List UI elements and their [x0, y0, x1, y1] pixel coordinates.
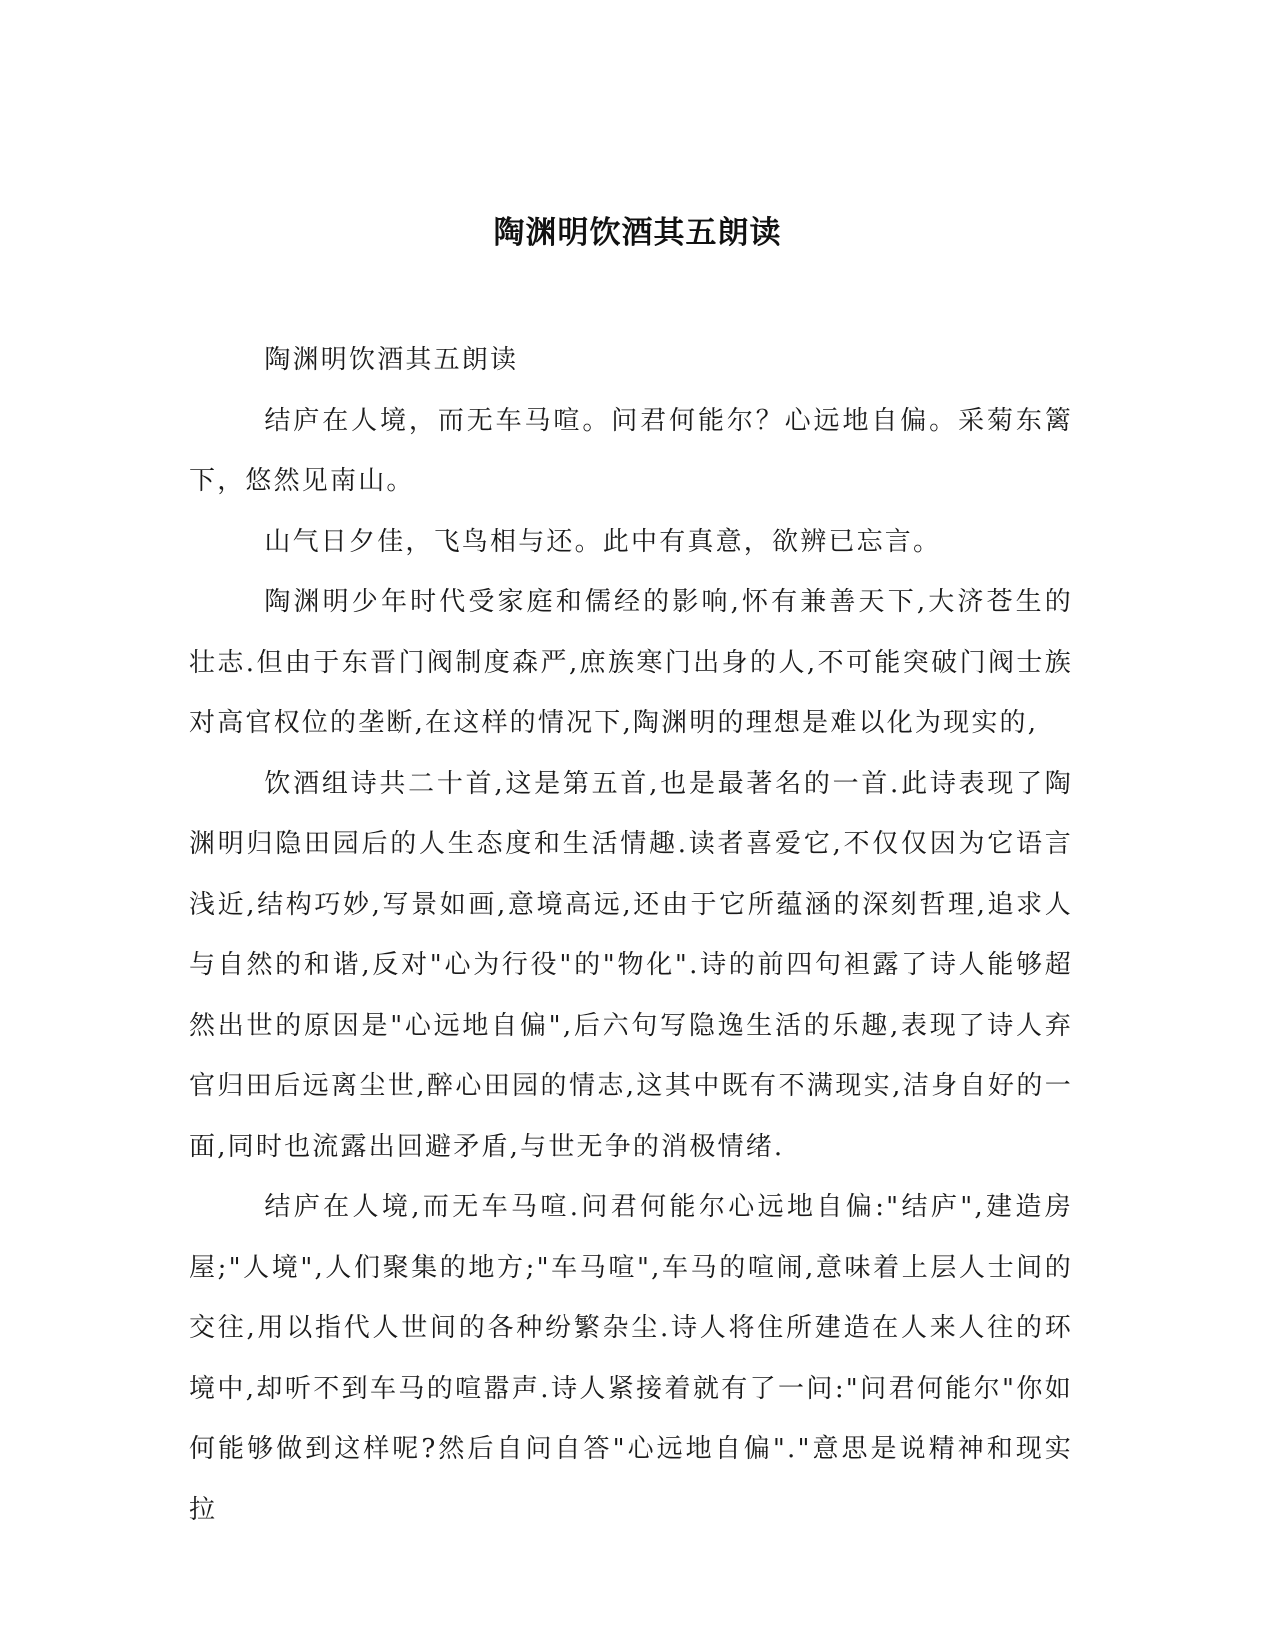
paragraph-line-explanation: 结庐在人境,而无车马喧.问君何能尔心远地自偏:"结庐",建造房屋;"人境",人们聚集的地方;"车马喧",车马的喧闹,意味着上层人士间的交往,用以指代人世间的各种纷繁杂尘.诗人将住所建造在人来人往的环境中,却听不到车马的喧嚣声.诗人紧接着就有了一问:"问君何能尔"你如何能够做到这样呢?然后自问自答"心远地自偏"."意思是说精神和现实拉	[189, 1192, 1073, 1525]
paragraph-heading: 陶渊明饮酒其五朗读	[264, 345, 519, 375]
paragraph-analysis: 饮酒组诗共二十首,这是第五首,也是最著名的一首.此诗表现了陶渊明归隐田园后的人生态度和生活情趣.读者喜爱它,不仅仅因为它语言浅近,结构巧妙,写景如画,意境高远,还由于它所蕴涵的深刻哲理,追求人与自然的和谐,反对"心为行役"的"物化".诗的前四句袒露了诗人能够超然出世的原因是"心远地自偏",后六句写隐逸生活的乐趣,表现了诗人弃官归田后远离尘世,醉心田园的情志,这其中既有不满现实,洁身自好的一面,同时也流露出回避矛盾,与世无争的消极情绪.	[189, 768, 1073, 1162]
paragraph-background: 陶渊明少年时代受家庭和儒经的影响,怀有兼善天下,大济苍生的壮志.但由于东晋门阀制度森严,庶族寒门出身的人,不可能突破门阀士族对高官权位的垄断,在这样的情况下,陶渊明的理想是难以化为现实的,	[189, 587, 1073, 738]
paragraph-poem-part-1: 结庐在人境，而无车马喧。问君何能尔？心远地自偏。采菊东篱下，悠然见南山。	[189, 405, 1073, 496]
paragraph-poem-part-2: 山气日夕佳，飞鸟相与还。此中有真意，欲辨已忘言。	[264, 526, 942, 557]
document-body	[189, 330, 1073, 1540]
document-title: 陶渊明饮酒其五朗读	[493, 215, 782, 251]
